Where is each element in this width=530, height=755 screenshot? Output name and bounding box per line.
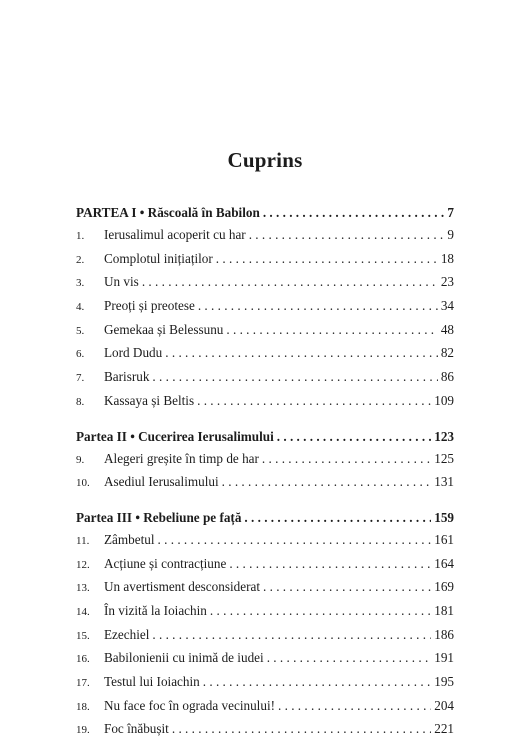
chapter-title: În vizită la Ioiachin xyxy=(104,602,207,618)
chapter-number: 10. xyxy=(76,477,90,490)
chapter-number: 16. xyxy=(76,653,90,666)
chapter-number: 15. xyxy=(76,629,90,642)
chapter-title: Babilonienii cu inimă de iudei xyxy=(104,650,264,666)
dot-leader xyxy=(267,650,432,666)
dot-leader xyxy=(278,698,431,714)
dot-leader xyxy=(263,579,431,595)
chapter-number: 13. xyxy=(76,582,90,595)
chapter-page-number: 181 xyxy=(434,602,454,618)
dot-leader xyxy=(172,721,431,737)
chapter-number: 9. xyxy=(76,453,85,466)
chapter-page-number: 164 xyxy=(434,555,454,571)
dot-leader xyxy=(277,429,431,445)
part-title: Partea II • Cucerirea Ierusalimului xyxy=(76,428,274,444)
dot-leader xyxy=(158,532,432,548)
toc-entry xyxy=(76,393,454,417)
dot-leader xyxy=(229,556,431,572)
chapter-title: Ierusalimul acoperit cu har xyxy=(104,227,246,242)
dot-leader xyxy=(244,510,431,526)
chapter-page-number: 186 xyxy=(434,626,454,642)
dot-leader xyxy=(203,674,431,690)
chapter-number: 3. xyxy=(76,277,85,290)
toc-entry xyxy=(76,298,454,322)
dot-leader xyxy=(152,369,437,385)
part-page-number: 159 xyxy=(434,509,454,525)
chapter-page-number: 23 xyxy=(440,274,454,290)
dot-leader xyxy=(165,345,438,361)
chapter-number: 19. xyxy=(76,724,90,737)
dot-leader xyxy=(262,451,431,467)
toc-part-heading xyxy=(76,510,454,532)
chapter-page-number: 131 xyxy=(434,474,454,490)
chapter-title: Preoți și preotese xyxy=(104,298,195,314)
toc-entry xyxy=(76,227,454,251)
part-title: Partea III • Rebeliune pe față xyxy=(76,509,242,525)
toc-entry xyxy=(76,698,454,722)
chapter-number: 2. xyxy=(76,253,85,266)
toc-entry xyxy=(76,274,454,298)
chapter-title: Un vis xyxy=(104,274,139,290)
chapter-number: 14. xyxy=(76,605,90,618)
toc-entry xyxy=(76,556,454,580)
chapter-title: Alegeri greșite în timp de har xyxy=(104,450,259,466)
part-page-number: 123 xyxy=(434,428,454,444)
chapter-title: Asediul Ierusalimului xyxy=(104,474,219,490)
toc-entry xyxy=(76,721,454,745)
chapter-number: 18. xyxy=(76,700,90,713)
chapter-page-number: 221 xyxy=(434,721,454,737)
toc-entry xyxy=(76,603,454,627)
chapter-title: Zâmbetul xyxy=(104,531,155,547)
chapter-title: Kassaya și Beltis xyxy=(104,392,195,408)
chapter-title: Foc înăbușit xyxy=(104,721,169,737)
toc-entry xyxy=(76,532,454,556)
toc-entry xyxy=(76,322,454,346)
toc-entry xyxy=(76,627,454,651)
chapter-title: Lord Dudu xyxy=(104,345,163,361)
chapter-page-number: 169 xyxy=(434,579,454,595)
chapter-page-number: 195 xyxy=(434,674,454,689)
chapter-page-number: 161 xyxy=(434,531,454,547)
table-of-contents xyxy=(76,205,454,745)
chapter-number: 11. xyxy=(76,534,90,547)
chapter-page-number: 34 xyxy=(440,298,454,314)
chapter-page-number: 18 xyxy=(440,250,454,266)
chapter-number: 7. xyxy=(76,372,85,385)
chapter-title: Nu face foc în ograda vecinului! xyxy=(104,697,275,713)
chapter-page-number: 204 xyxy=(434,697,454,713)
chapter-number: 5. xyxy=(76,324,85,337)
chapter-title: Testul lui Ioiachin xyxy=(104,674,200,689)
dot-leader xyxy=(152,627,431,643)
toc-entry xyxy=(76,345,454,369)
chapter-title: Ezechiel xyxy=(104,626,150,642)
dot-leader xyxy=(222,474,432,490)
chapter-title: Acțiune și contracțiune xyxy=(104,555,227,571)
chapter-page-number: 109 xyxy=(434,392,454,408)
chapter-page-number: 9 xyxy=(447,227,454,242)
section-spacer xyxy=(76,417,454,429)
chapter-number: 12. xyxy=(76,558,90,571)
dot-leader xyxy=(216,251,438,267)
chapter-title: Gemekaa și Belessunu xyxy=(104,321,224,337)
chapter-number: 8. xyxy=(76,395,85,408)
chapter-number: 17. xyxy=(76,677,90,689)
chapter-number: 6. xyxy=(76,348,85,361)
dot-leader xyxy=(263,205,445,221)
chapter-page-number: 82 xyxy=(440,345,454,361)
toc-part-heading xyxy=(76,205,454,227)
chapter-title: Barisruk xyxy=(104,369,150,385)
dot-leader xyxy=(249,227,445,243)
part-title: PARTEA I • Răscoală în Babilon xyxy=(76,205,260,220)
chapter-number: 4. xyxy=(76,301,85,314)
chapter-page-number: 48 xyxy=(440,321,454,337)
section-spacer xyxy=(76,498,454,510)
chapter-title: Un avertisment desconsiderat xyxy=(104,579,261,595)
dot-leader xyxy=(197,393,431,409)
toc-entry xyxy=(76,674,454,698)
chapter-page-number: 86 xyxy=(440,369,454,385)
chapter-number: 1. xyxy=(76,230,85,242)
dot-leader xyxy=(226,322,437,338)
page-title: Cuprins xyxy=(227,148,303,172)
part-page-number: 7 xyxy=(447,205,454,220)
dot-leader xyxy=(142,274,438,290)
toc-entry xyxy=(76,650,454,674)
dot-leader xyxy=(210,603,431,619)
chapter-page-number: 191 xyxy=(434,650,454,666)
toc-entry xyxy=(76,579,454,603)
toc-entry xyxy=(76,369,454,393)
toc-entry xyxy=(76,474,454,498)
toc-entry xyxy=(76,251,454,275)
toc-entry xyxy=(76,451,454,475)
toc-part-heading xyxy=(76,429,454,451)
dot-leader xyxy=(198,298,438,314)
chapter-title: Complotul inițiaților xyxy=(104,250,213,266)
chapter-page-number: 125 xyxy=(434,450,454,466)
